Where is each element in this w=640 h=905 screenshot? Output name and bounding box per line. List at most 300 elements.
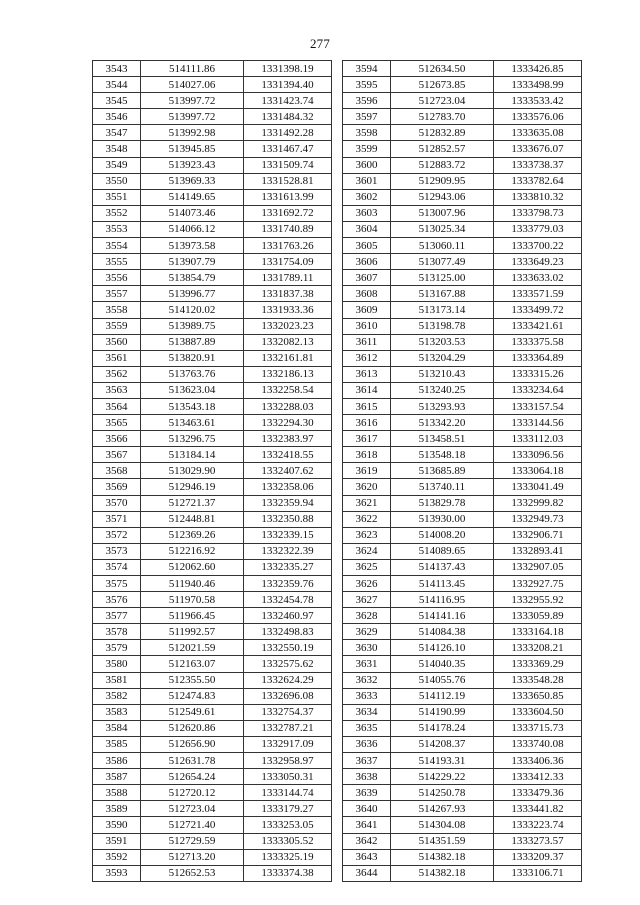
point-number-cell: 3601 (343, 173, 391, 189)
point-number-cell: 3644 (343, 865, 391, 881)
x-coordinate-cell: 513007.96 (391, 205, 494, 221)
point-number-cell: 3602 (343, 189, 391, 205)
point-number-cell: 3550 (93, 173, 141, 189)
y-coordinate-cell: 1333676.07 (494, 141, 582, 157)
point-number-cell: 3546 (93, 109, 141, 125)
y-coordinate-cell: 1333273.57 (494, 833, 582, 849)
point-number-cell: 3635 (343, 720, 391, 736)
x-coordinate-cell: 514304.08 (391, 817, 494, 833)
table-row (343, 125, 582, 141)
point-number-cell: 3570 (93, 495, 141, 511)
table-row (93, 77, 332, 93)
table-row (343, 431, 582, 447)
x-coordinate-cell: 514089.65 (391, 543, 494, 559)
y-coordinate-cell: 1332893.41 (494, 543, 582, 559)
x-coordinate-cell: 512852.57 (391, 141, 494, 157)
table-row (93, 576, 332, 592)
point-number-cell: 3595 (343, 77, 391, 93)
x-coordinate-cell: 513173.14 (391, 302, 494, 318)
y-coordinate-cell: 1333798.73 (494, 205, 582, 221)
x-coordinate-cell: 512620.86 (141, 720, 244, 736)
x-coordinate-cell: 512634.50 (391, 61, 494, 77)
point-number-cell: 3631 (343, 656, 391, 672)
point-number-cell: 3577 (93, 608, 141, 624)
x-coordinate-cell: 513997.72 (141, 109, 244, 125)
y-coordinate-cell: 1332754.37 (244, 704, 332, 720)
point-number-cell: 3623 (343, 527, 391, 543)
point-number-cell: 3627 (343, 592, 391, 608)
coordinates-table-left (92, 60, 332, 882)
x-coordinate-cell: 513763.76 (141, 366, 244, 382)
point-number-cell: 3554 (93, 238, 141, 254)
point-number-cell: 3636 (343, 736, 391, 752)
table-row (93, 302, 332, 318)
table-row (343, 157, 582, 173)
point-number-cell: 3618 (343, 447, 391, 463)
x-coordinate-cell: 513740.11 (391, 479, 494, 495)
point-number-cell: 3599 (343, 141, 391, 157)
x-coordinate-cell: 514084.38 (391, 624, 494, 640)
point-number-cell: 3562 (93, 366, 141, 382)
point-number-cell: 3579 (93, 640, 141, 656)
y-coordinate-cell: 1333715.73 (494, 720, 582, 736)
x-coordinate-cell: 512673.85 (391, 77, 494, 93)
x-coordinate-cell: 513458.51 (391, 431, 494, 447)
x-coordinate-cell: 514178.24 (391, 720, 494, 736)
x-coordinate-cell: 514351.59 (391, 833, 494, 849)
y-coordinate-cell: 1333144.56 (494, 415, 582, 431)
table-row (343, 318, 582, 334)
point-number-cell: 3593 (93, 865, 141, 881)
table-row (93, 511, 332, 527)
table-row (343, 640, 582, 656)
table-row (343, 817, 582, 833)
y-coordinate-cell: 1332288.03 (244, 398, 332, 414)
point-number-cell: 3633 (343, 688, 391, 704)
y-coordinate-cell: 1333106.71 (494, 865, 582, 881)
point-number-cell: 3634 (343, 704, 391, 720)
x-coordinate-cell: 511992.57 (141, 624, 244, 640)
table-row (343, 109, 582, 125)
y-coordinate-cell: 1333576.06 (494, 109, 582, 125)
table-row (93, 189, 332, 205)
point-number-cell: 3620 (343, 479, 391, 495)
table-row (343, 865, 582, 881)
point-number-cell: 3604 (343, 221, 391, 237)
point-number-cell: 3545 (93, 93, 141, 109)
table-row (343, 334, 582, 350)
y-coordinate-cell: 1331613.99 (244, 189, 332, 205)
x-coordinate-cell: 513296.75 (141, 431, 244, 447)
table-row (343, 238, 582, 254)
y-coordinate-cell: 1333375.58 (494, 334, 582, 350)
table-row (93, 366, 332, 382)
x-coordinate-cell: 512652.53 (141, 865, 244, 881)
table-row (93, 238, 332, 254)
x-coordinate-cell: 513167.88 (391, 286, 494, 302)
x-coordinate-cell: 514250.78 (391, 785, 494, 801)
y-coordinate-cell: 1333179.27 (244, 801, 332, 817)
y-coordinate-cell: 1332624.29 (244, 672, 332, 688)
point-number-cell: 3566 (93, 431, 141, 447)
point-number-cell: 3548 (93, 141, 141, 157)
x-coordinate-cell: 512729.59 (141, 833, 244, 849)
table-row (343, 189, 582, 205)
x-coordinate-cell: 513463.61 (141, 415, 244, 431)
point-number-cell: 3558 (93, 302, 141, 318)
point-number-cell: 3608 (343, 286, 391, 302)
point-number-cell: 3586 (93, 753, 141, 769)
point-number-cell: 3576 (93, 592, 141, 608)
y-coordinate-cell: 1333209.37 (494, 849, 582, 865)
table-row (343, 302, 582, 318)
table-body (93, 61, 332, 882)
table-row (343, 785, 582, 801)
y-coordinate-cell: 1331837.38 (244, 286, 332, 302)
y-coordinate-cell: 1331398.19 (244, 61, 332, 77)
point-number-cell: 3549 (93, 157, 141, 173)
point-number-cell: 3628 (343, 608, 391, 624)
x-coordinate-cell: 512723.04 (391, 93, 494, 109)
y-coordinate-cell: 1333633.02 (494, 270, 582, 286)
table-row (93, 415, 332, 431)
x-coordinate-cell: 514149.65 (141, 189, 244, 205)
point-number-cell: 3568 (93, 463, 141, 479)
x-coordinate-cell: 512783.70 (391, 109, 494, 125)
y-coordinate-cell: 1331484.32 (244, 109, 332, 125)
x-coordinate-cell: 514190.99 (391, 704, 494, 720)
table-row (343, 736, 582, 752)
point-number-cell: 3547 (93, 125, 141, 141)
point-number-cell: 3555 (93, 254, 141, 270)
point-number-cell: 3638 (343, 769, 391, 785)
y-coordinate-cell: 1331467.47 (244, 141, 332, 157)
table-row (343, 141, 582, 157)
table-row (93, 205, 332, 221)
y-coordinate-cell: 1332696.08 (244, 688, 332, 704)
point-number-cell: 3573 (93, 543, 141, 559)
x-coordinate-cell: 514066.12 (141, 221, 244, 237)
table-row (343, 254, 582, 270)
table-row (93, 318, 332, 334)
y-coordinate-cell: 1331933.36 (244, 302, 332, 318)
y-coordinate-cell: 1333305.52 (244, 833, 332, 849)
table-row (343, 350, 582, 366)
point-number-cell: 3610 (343, 318, 391, 334)
table-row (93, 479, 332, 495)
y-coordinate-cell: 1333412.33 (494, 769, 582, 785)
table-row (93, 672, 332, 688)
y-coordinate-cell: 1332498.83 (244, 624, 332, 640)
x-coordinate-cell: 512943.06 (391, 189, 494, 205)
y-coordinate-cell: 1333779.03 (494, 221, 582, 237)
point-number-cell: 3606 (343, 254, 391, 270)
x-coordinate-cell: 511940.46 (141, 576, 244, 592)
y-coordinate-cell: 1333810.32 (494, 189, 582, 205)
y-coordinate-cell: 1332258.54 (244, 382, 332, 398)
x-coordinate-cell: 514229.22 (391, 769, 494, 785)
table-row (343, 624, 582, 640)
table-row (93, 720, 332, 736)
x-coordinate-cell: 512656.90 (141, 736, 244, 752)
x-coordinate-cell: 513973.58 (141, 238, 244, 254)
y-coordinate-cell: 1331763.26 (244, 238, 332, 254)
point-number-cell: 3565 (93, 415, 141, 431)
x-coordinate-cell: 511970.58 (141, 592, 244, 608)
point-number-cell: 3584 (93, 720, 141, 736)
point-number-cell: 3564 (93, 398, 141, 414)
y-coordinate-cell: 1332359.76 (244, 576, 332, 592)
y-coordinate-cell: 1332339.15 (244, 527, 332, 543)
point-number-cell: 3637 (343, 753, 391, 769)
point-number-cell: 3630 (343, 640, 391, 656)
y-coordinate-cell: 1331789.11 (244, 270, 332, 286)
table-row (343, 398, 582, 414)
point-number-cell: 3583 (93, 704, 141, 720)
x-coordinate-cell: 513029.90 (141, 463, 244, 479)
y-coordinate-cell: 1332383.97 (244, 431, 332, 447)
point-number-cell: 3569 (93, 479, 141, 495)
table-row (93, 382, 332, 398)
x-coordinate-cell: 513887.89 (141, 334, 244, 350)
y-coordinate-cell: 1333208.21 (494, 640, 582, 656)
table-row (343, 61, 582, 77)
x-coordinate-cell: 513685.89 (391, 463, 494, 479)
y-coordinate-cell: 1333157.54 (494, 398, 582, 414)
y-coordinate-cell: 1332575.62 (244, 656, 332, 672)
point-number-cell: 3605 (343, 238, 391, 254)
table-row (93, 817, 332, 833)
table-row (343, 366, 582, 382)
table-row (93, 350, 332, 366)
table-row (93, 704, 332, 720)
table-row (343, 270, 582, 286)
point-number-cell: 3559 (93, 318, 141, 334)
y-coordinate-cell: 1333479.36 (494, 785, 582, 801)
x-coordinate-cell: 514113.45 (391, 576, 494, 592)
table-row (343, 495, 582, 511)
y-coordinate-cell: 1333635.08 (494, 125, 582, 141)
point-number-cell: 3543 (93, 61, 141, 77)
x-coordinate-cell: 514193.31 (391, 753, 494, 769)
x-coordinate-cell: 514055.76 (391, 672, 494, 688)
table-row (343, 801, 582, 817)
y-coordinate-cell: 1332359.94 (244, 495, 332, 511)
y-coordinate-cell: 1333096.56 (494, 447, 582, 463)
x-coordinate-cell: 512163.07 (141, 656, 244, 672)
y-coordinate-cell: 1333740.08 (494, 736, 582, 752)
point-number-cell: 3641 (343, 817, 391, 833)
y-coordinate-cell: 1333421.61 (494, 318, 582, 334)
x-coordinate-cell: 511966.45 (141, 608, 244, 624)
table-row (93, 109, 332, 125)
point-number-cell: 3587 (93, 769, 141, 785)
table-row (93, 398, 332, 414)
y-coordinate-cell: 1331528.81 (244, 173, 332, 189)
x-coordinate-cell: 513025.34 (391, 221, 494, 237)
y-coordinate-cell: 1333050.31 (244, 769, 332, 785)
point-number-cell: 3617 (343, 431, 391, 447)
table-row (93, 801, 332, 817)
table-row (343, 93, 582, 109)
point-number-cell: 3574 (93, 559, 141, 575)
x-coordinate-cell: 513829.78 (391, 495, 494, 511)
x-coordinate-cell: 513293.93 (391, 398, 494, 414)
x-coordinate-cell: 512355.50 (141, 672, 244, 688)
table-row (343, 221, 582, 237)
coordinates-table-right (342, 60, 582, 882)
table-row (343, 527, 582, 543)
y-coordinate-cell: 1333315.26 (494, 366, 582, 382)
y-coordinate-cell: 1331509.74 (244, 157, 332, 173)
x-coordinate-cell: 513969.33 (141, 173, 244, 189)
point-number-cell: 3622 (343, 511, 391, 527)
point-number-cell: 3588 (93, 785, 141, 801)
y-coordinate-cell: 1332418.55 (244, 447, 332, 463)
y-coordinate-cell: 1333650.85 (494, 688, 582, 704)
x-coordinate-cell: 514126.10 (391, 640, 494, 656)
y-coordinate-cell: 1333234.64 (494, 382, 582, 398)
point-number-cell: 3578 (93, 624, 141, 640)
point-number-cell: 3572 (93, 527, 141, 543)
x-coordinate-cell: 512832.89 (391, 125, 494, 141)
y-coordinate-cell: 1332907.05 (494, 559, 582, 575)
point-number-cell: 3625 (343, 559, 391, 575)
point-number-cell: 3590 (93, 817, 141, 833)
y-coordinate-cell: 1331754.09 (244, 254, 332, 270)
table-row (93, 656, 332, 672)
table-row (343, 608, 582, 624)
y-coordinate-cell: 1333144.74 (244, 785, 332, 801)
y-coordinate-cell: 1333533.42 (494, 93, 582, 109)
x-coordinate-cell: 513907.79 (141, 254, 244, 270)
y-coordinate-cell: 1333369.29 (494, 656, 582, 672)
table-row (93, 254, 332, 270)
x-coordinate-cell: 513543.18 (141, 398, 244, 414)
table-row (93, 141, 332, 157)
point-number-cell: 3598 (343, 125, 391, 141)
y-coordinate-cell: 1332407.62 (244, 463, 332, 479)
y-coordinate-cell: 1333223.74 (494, 817, 582, 833)
table-row (343, 688, 582, 704)
point-number-cell: 3557 (93, 286, 141, 302)
point-number-cell: 3585 (93, 736, 141, 752)
point-number-cell: 3615 (343, 398, 391, 414)
x-coordinate-cell: 514112.19 (391, 688, 494, 704)
point-number-cell: 3614 (343, 382, 391, 398)
x-coordinate-cell: 512723.04 (141, 801, 244, 817)
point-number-cell: 3581 (93, 672, 141, 688)
point-number-cell: 3551 (93, 189, 141, 205)
table-row (343, 77, 582, 93)
table-row (93, 495, 332, 511)
table-row (343, 576, 582, 592)
x-coordinate-cell: 513210.43 (391, 366, 494, 382)
y-coordinate-cell: 1333164.18 (494, 624, 582, 640)
table-row (93, 173, 332, 189)
y-coordinate-cell: 1332927.75 (494, 576, 582, 592)
table-row (93, 93, 332, 109)
x-coordinate-cell: 513184.14 (141, 447, 244, 463)
x-coordinate-cell: 513198.78 (391, 318, 494, 334)
y-coordinate-cell: 1333571.59 (494, 286, 582, 302)
point-number-cell: 3552 (93, 205, 141, 221)
point-number-cell: 3580 (93, 656, 141, 672)
y-coordinate-cell: 1332082.13 (244, 334, 332, 350)
y-coordinate-cell: 1333041.49 (494, 479, 582, 495)
x-coordinate-cell: 512721.40 (141, 817, 244, 833)
y-coordinate-cell: 1332186.13 (244, 366, 332, 382)
x-coordinate-cell: 512946.19 (141, 479, 244, 495)
table-row (93, 688, 332, 704)
x-coordinate-cell: 512216.92 (141, 543, 244, 559)
table-row (93, 624, 332, 640)
table-row (343, 173, 582, 189)
x-coordinate-cell: 513204.29 (391, 350, 494, 366)
point-number-cell: 3597 (343, 109, 391, 125)
table-row (93, 640, 332, 656)
y-coordinate-cell: 1333649.23 (494, 254, 582, 270)
x-coordinate-cell: 514040.35 (391, 656, 494, 672)
table-row (93, 286, 332, 302)
x-coordinate-cell: 514111.86 (141, 61, 244, 77)
point-number-cell: 3591 (93, 833, 141, 849)
table-row (343, 656, 582, 672)
table-row (93, 785, 332, 801)
y-coordinate-cell: 1332161.81 (244, 350, 332, 366)
table-row (343, 672, 582, 688)
point-number-cell: 3571 (93, 511, 141, 527)
y-coordinate-cell: 1332023.23 (244, 318, 332, 334)
x-coordinate-cell: 513923.43 (141, 157, 244, 173)
table-row (343, 286, 582, 302)
table-row (93, 543, 332, 559)
x-coordinate-cell: 513854.79 (141, 270, 244, 286)
table-row (93, 157, 332, 173)
page-number: 277 (309, 36, 331, 51)
x-coordinate-cell: 514382.18 (391, 865, 494, 881)
y-coordinate-cell: 1333364.89 (494, 350, 582, 366)
table-row (343, 559, 582, 575)
point-number-cell: 3600 (343, 157, 391, 173)
table-row (93, 527, 332, 543)
table-row (93, 61, 332, 77)
point-number-cell: 3589 (93, 801, 141, 817)
x-coordinate-cell: 513203.53 (391, 334, 494, 350)
table-row (343, 447, 582, 463)
table-row (343, 479, 582, 495)
y-coordinate-cell: 1331740.89 (244, 221, 332, 237)
y-coordinate-cell: 1333441.82 (494, 801, 582, 817)
table-row (343, 833, 582, 849)
point-number-cell: 3619 (343, 463, 391, 479)
y-coordinate-cell: 1333253.05 (244, 817, 332, 833)
y-coordinate-cell: 1333548.28 (494, 672, 582, 688)
y-coordinate-cell: 1332955.92 (494, 592, 582, 608)
x-coordinate-cell: 513077.49 (391, 254, 494, 270)
table-row (93, 221, 332, 237)
x-coordinate-cell: 514073.46 (141, 205, 244, 221)
x-coordinate-cell: 513342.20 (391, 415, 494, 431)
x-coordinate-cell: 513992.98 (141, 125, 244, 141)
table-row (343, 704, 582, 720)
table-row (93, 447, 332, 463)
table-row (93, 849, 332, 865)
point-number-cell: 3613 (343, 366, 391, 382)
y-coordinate-cell: 1333064.18 (494, 463, 582, 479)
table-row (343, 769, 582, 785)
point-number-cell: 3642 (343, 833, 391, 849)
